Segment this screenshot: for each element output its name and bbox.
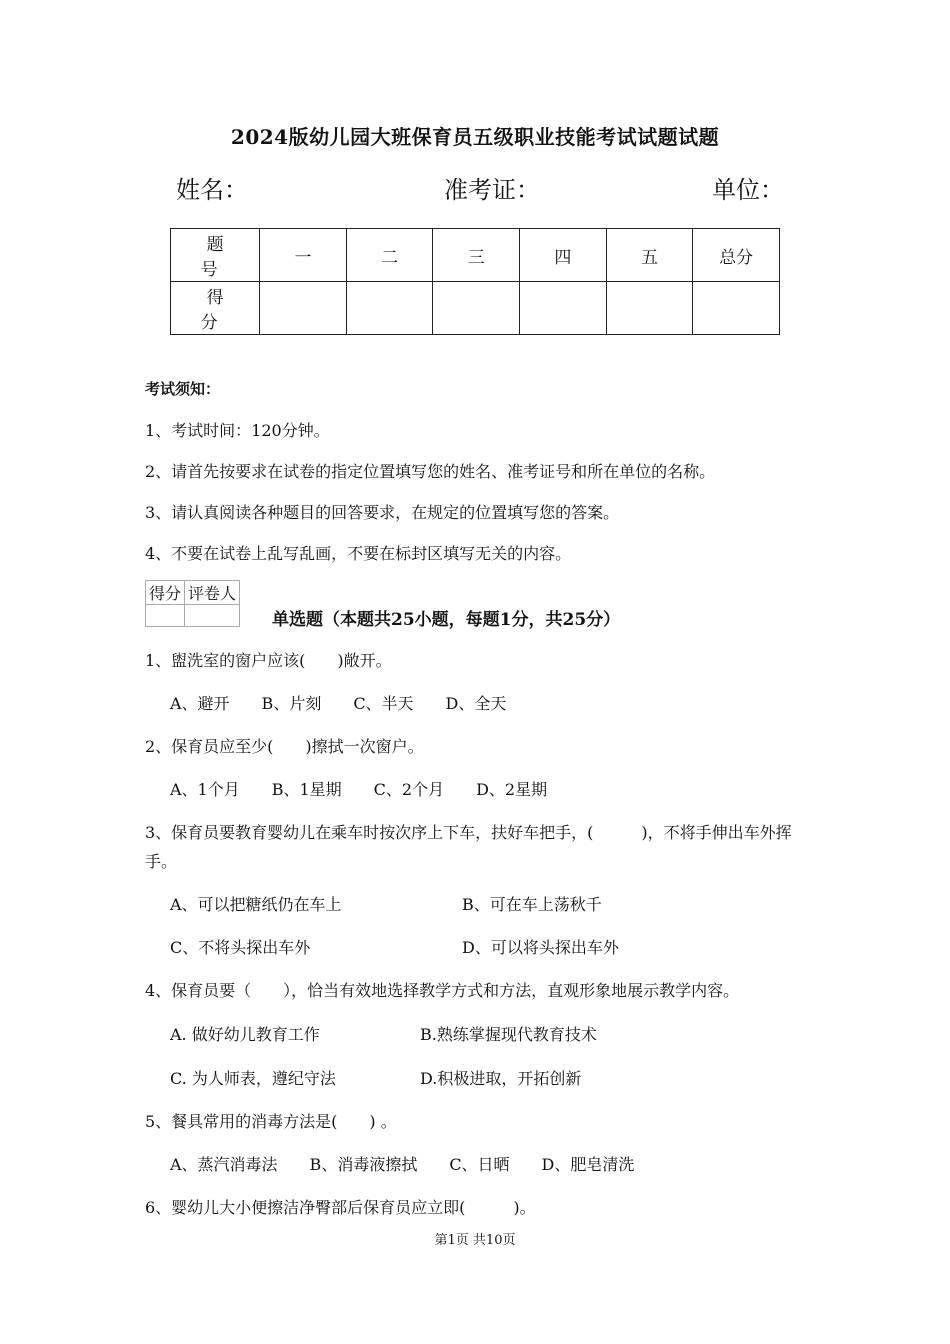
question-stem: 2、保育员应至少( )擦拭一次窗户。 [145,737,424,756]
header-cell-4: 四 [520,229,607,282]
notice-item: 4、不要在试卷上乱写乱画，不要在标封区填写无关的内容。 [145,544,572,563]
page-footer: 第1页 共10页 [434,1233,516,1248]
score-cell-4 [520,282,607,335]
score-cell-3 [433,282,520,335]
grader-box [145,580,240,627]
section-title: 单选题（本题共25小题，每题1分，共25分） [272,610,621,630]
header-cell-total: 总分 [693,229,780,282]
score-row-label: 得 分 [171,282,260,335]
score-cell-5 [606,282,693,335]
question-stem: 5、餐具常用的消毒方法是( ) 。 [145,1112,397,1131]
option-c: C. 为人师表，遵纪守法 [170,1069,336,1088]
unit-label: 单位： [712,176,784,204]
question-options: A、蒸汽消毒法 B、消毒液擦拭 C、日晒 D、肥皂清洗 [170,1155,635,1174]
page-title: 2024版幼儿园大班保育员五级职业技能考试试题试题 [230,125,720,149]
name-label: 姓名： [176,176,248,204]
score-cell-1 [260,282,347,335]
option-b: B.熟练掌握现代教育技术 [420,1025,597,1044]
option-b: B、可在车上荡秋千 [462,895,602,914]
grader-box-grader-label: 评卷人 [185,581,240,605]
header-cell-5: 五 [606,229,693,282]
notice-item: 3、请认真阅读各种题目的回答要求，在规定的位置填写您的答案。 [145,503,620,522]
grader-box-grader-cell [185,605,240,627]
header-cell-number: 题 号 [171,229,260,282]
grader-box-score-label: 得分 [146,581,185,605]
header-cell-2: 二 [346,229,433,282]
header-cell-1: 一 [260,229,347,282]
notice-title: 考试须知： [145,380,221,398]
option-d: D、可以将头探出车外 [462,938,619,957]
exam-id-label: 准考证： [444,176,540,204]
question-options: A、避开 B、片刻 C、半天 D、全天 [170,694,507,713]
grader-box-score-cell [146,605,185,627]
question-options: A、1个月 B、1星期 C、2个月 D、2星期 [170,780,548,799]
question-stem-continued: 手。 [145,852,178,871]
option-d: D.积极进取，开拓创新 [420,1069,582,1088]
score-table-header-row [171,229,780,282]
score-table-score-row [171,282,780,335]
question-stem: 1、盥洗室的窗户应该( )敞开。 [145,651,392,670]
question-stem: 3、保育员要教育婴幼儿在乘车时按次序上下车，扶好车把手，( )，不将手伸出车外挥 [145,823,792,842]
score-cell-2 [346,282,433,335]
header-cell-3: 三 [433,229,520,282]
option-c: C、不将头探出车外 [170,938,311,957]
option-a: A. 做好幼儿教育工作 [170,1025,320,1044]
notice-item: 1、考试时间：120分钟。 [145,421,330,440]
option-a: A、可以把糖纸仍在车上 [170,895,342,914]
score-table [170,228,780,335]
question-stem: 6、婴幼儿大小便擦洁净臀部后保育员应立即( )。 [145,1198,536,1217]
score-cell-total [693,282,780,335]
notice-item: 2、请首先按要求在试卷的指定位置填写您的姓名、准考证号和所在单位的名称。 [145,462,716,481]
question-stem: 4、保育员要（ ），恰当有效地选择教学方式和方法，直观形象地展示教学内容。 [145,981,740,1000]
